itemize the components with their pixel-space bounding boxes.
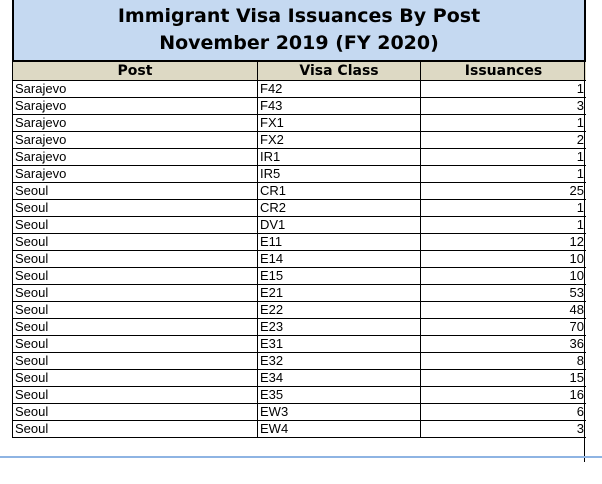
cell-issuances: 1 (421, 115, 587, 132)
cell-visa-class: E35 (258, 387, 421, 404)
sheet-border (584, 0, 585, 462)
table-row (13, 336, 587, 353)
table-row (13, 285, 587, 302)
cell-post: Seoul (13, 421, 258, 438)
cell-post: Seoul (13, 404, 258, 421)
cell-post: Seoul (13, 353, 258, 370)
cell-issuances: 53 (421, 285, 587, 302)
cell-issuances: 1 (421, 81, 587, 98)
table-row (13, 217, 587, 234)
cell-visa-class: EW3 (258, 404, 421, 421)
cell-visa-class: E23 (258, 319, 421, 336)
cell-visa-class: F42 (258, 81, 421, 98)
cell-issuances: 36 (421, 336, 587, 353)
table-row (13, 81, 587, 98)
issuances-table (12, 61, 586, 438)
table-row (13, 183, 587, 200)
cell-visa-class: IR5 (258, 166, 421, 183)
title-line-1: Immigrant Visa Issuances By Post (117, 5, 481, 27)
cell-issuances: 10 (421, 251, 587, 268)
table-row (13, 353, 587, 370)
cell-post: Seoul (13, 183, 258, 200)
cell-post: Sarajevo (13, 132, 258, 149)
cell-issuances: 1 (421, 149, 587, 166)
cell-visa-class: FX1 (258, 115, 421, 132)
cell-issuances: 12 (421, 234, 587, 251)
cell-visa-class: DV1 (258, 217, 421, 234)
table-row (13, 200, 587, 217)
cell-visa-class: E14 (258, 251, 421, 268)
divider (0, 456, 602, 458)
cell-post: Sarajevo (13, 166, 258, 183)
title-line-2: November 2019 (FY 2020) (159, 32, 439, 54)
cell-post: Seoul (13, 200, 258, 217)
cell-post: Sarajevo (13, 149, 258, 166)
cell-issuances: 6 (421, 404, 587, 421)
cell-visa-class: E22 (258, 302, 421, 319)
cell-issuances: 70 (421, 319, 587, 336)
cell-issuances: 10 (421, 268, 587, 285)
cell-issuances: 1 (421, 166, 587, 183)
table-row (13, 149, 587, 166)
cell-post: Seoul (13, 234, 258, 251)
cell-post: Seoul (13, 302, 258, 319)
table-row (13, 370, 587, 387)
cell-issuances: 1 (421, 217, 587, 234)
table-row (13, 404, 587, 421)
cell-issuances: 48 (421, 302, 587, 319)
table-row (13, 166, 587, 183)
cell-issuances: 8 (421, 353, 587, 370)
header-post: Post (13, 62, 258, 81)
cell-post: Sarajevo (13, 115, 258, 132)
cell-visa-class: IR1 (258, 149, 421, 166)
cell-issuances: 3 (421, 421, 587, 438)
cell-issuances: 3 (421, 98, 587, 115)
cell-post: Sarajevo (13, 98, 258, 115)
table-row (13, 251, 587, 268)
header-visa-class: Visa Class (258, 62, 421, 81)
cell-post: Seoul (13, 336, 258, 353)
cell-issuances: 2 (421, 132, 587, 149)
cell-visa-class: CR2 (258, 200, 421, 217)
cell-post: Seoul (13, 387, 258, 404)
cell-visa-class: E34 (258, 370, 421, 387)
cell-issuances: 16 (421, 387, 587, 404)
cell-visa-class: FX2 (258, 132, 421, 149)
table-body (13, 81, 587, 438)
cell-visa-class: E31 (258, 336, 421, 353)
cell-issuances: 25 (421, 183, 587, 200)
table-row (13, 132, 587, 149)
table-row (13, 319, 587, 336)
table-row (13, 421, 587, 438)
report-title (12, 0, 586, 61)
cell-post: Seoul (13, 251, 258, 268)
cell-visa-class: EW4 (258, 421, 421, 438)
cell-visa-class: E32 (258, 353, 421, 370)
cell-visa-class: E15 (258, 268, 421, 285)
cell-post: Seoul (13, 319, 258, 336)
table-row (13, 115, 587, 132)
table-row (13, 387, 587, 404)
cell-visa-class: E21 (258, 285, 421, 302)
cell-visa-class: F43 (258, 98, 421, 115)
table-row (13, 234, 587, 251)
table-row (13, 268, 587, 285)
header-row (13, 62, 587, 81)
cell-visa-class: E11 (258, 234, 421, 251)
table-row (13, 302, 587, 319)
cell-post: Seoul (13, 217, 258, 234)
table-row (13, 98, 587, 115)
cell-post: Seoul (13, 370, 258, 387)
spreadsheet (12, 0, 586, 462)
cell-post: Seoul (13, 285, 258, 302)
cell-post: Seoul (13, 268, 258, 285)
cell-issuances: 15 (421, 370, 587, 387)
cell-issuances: 1 (421, 200, 587, 217)
cell-post: Sarajevo (13, 81, 258, 98)
cell-visa-class: CR1 (258, 183, 421, 200)
header-issuances: Issuances (421, 62, 587, 81)
